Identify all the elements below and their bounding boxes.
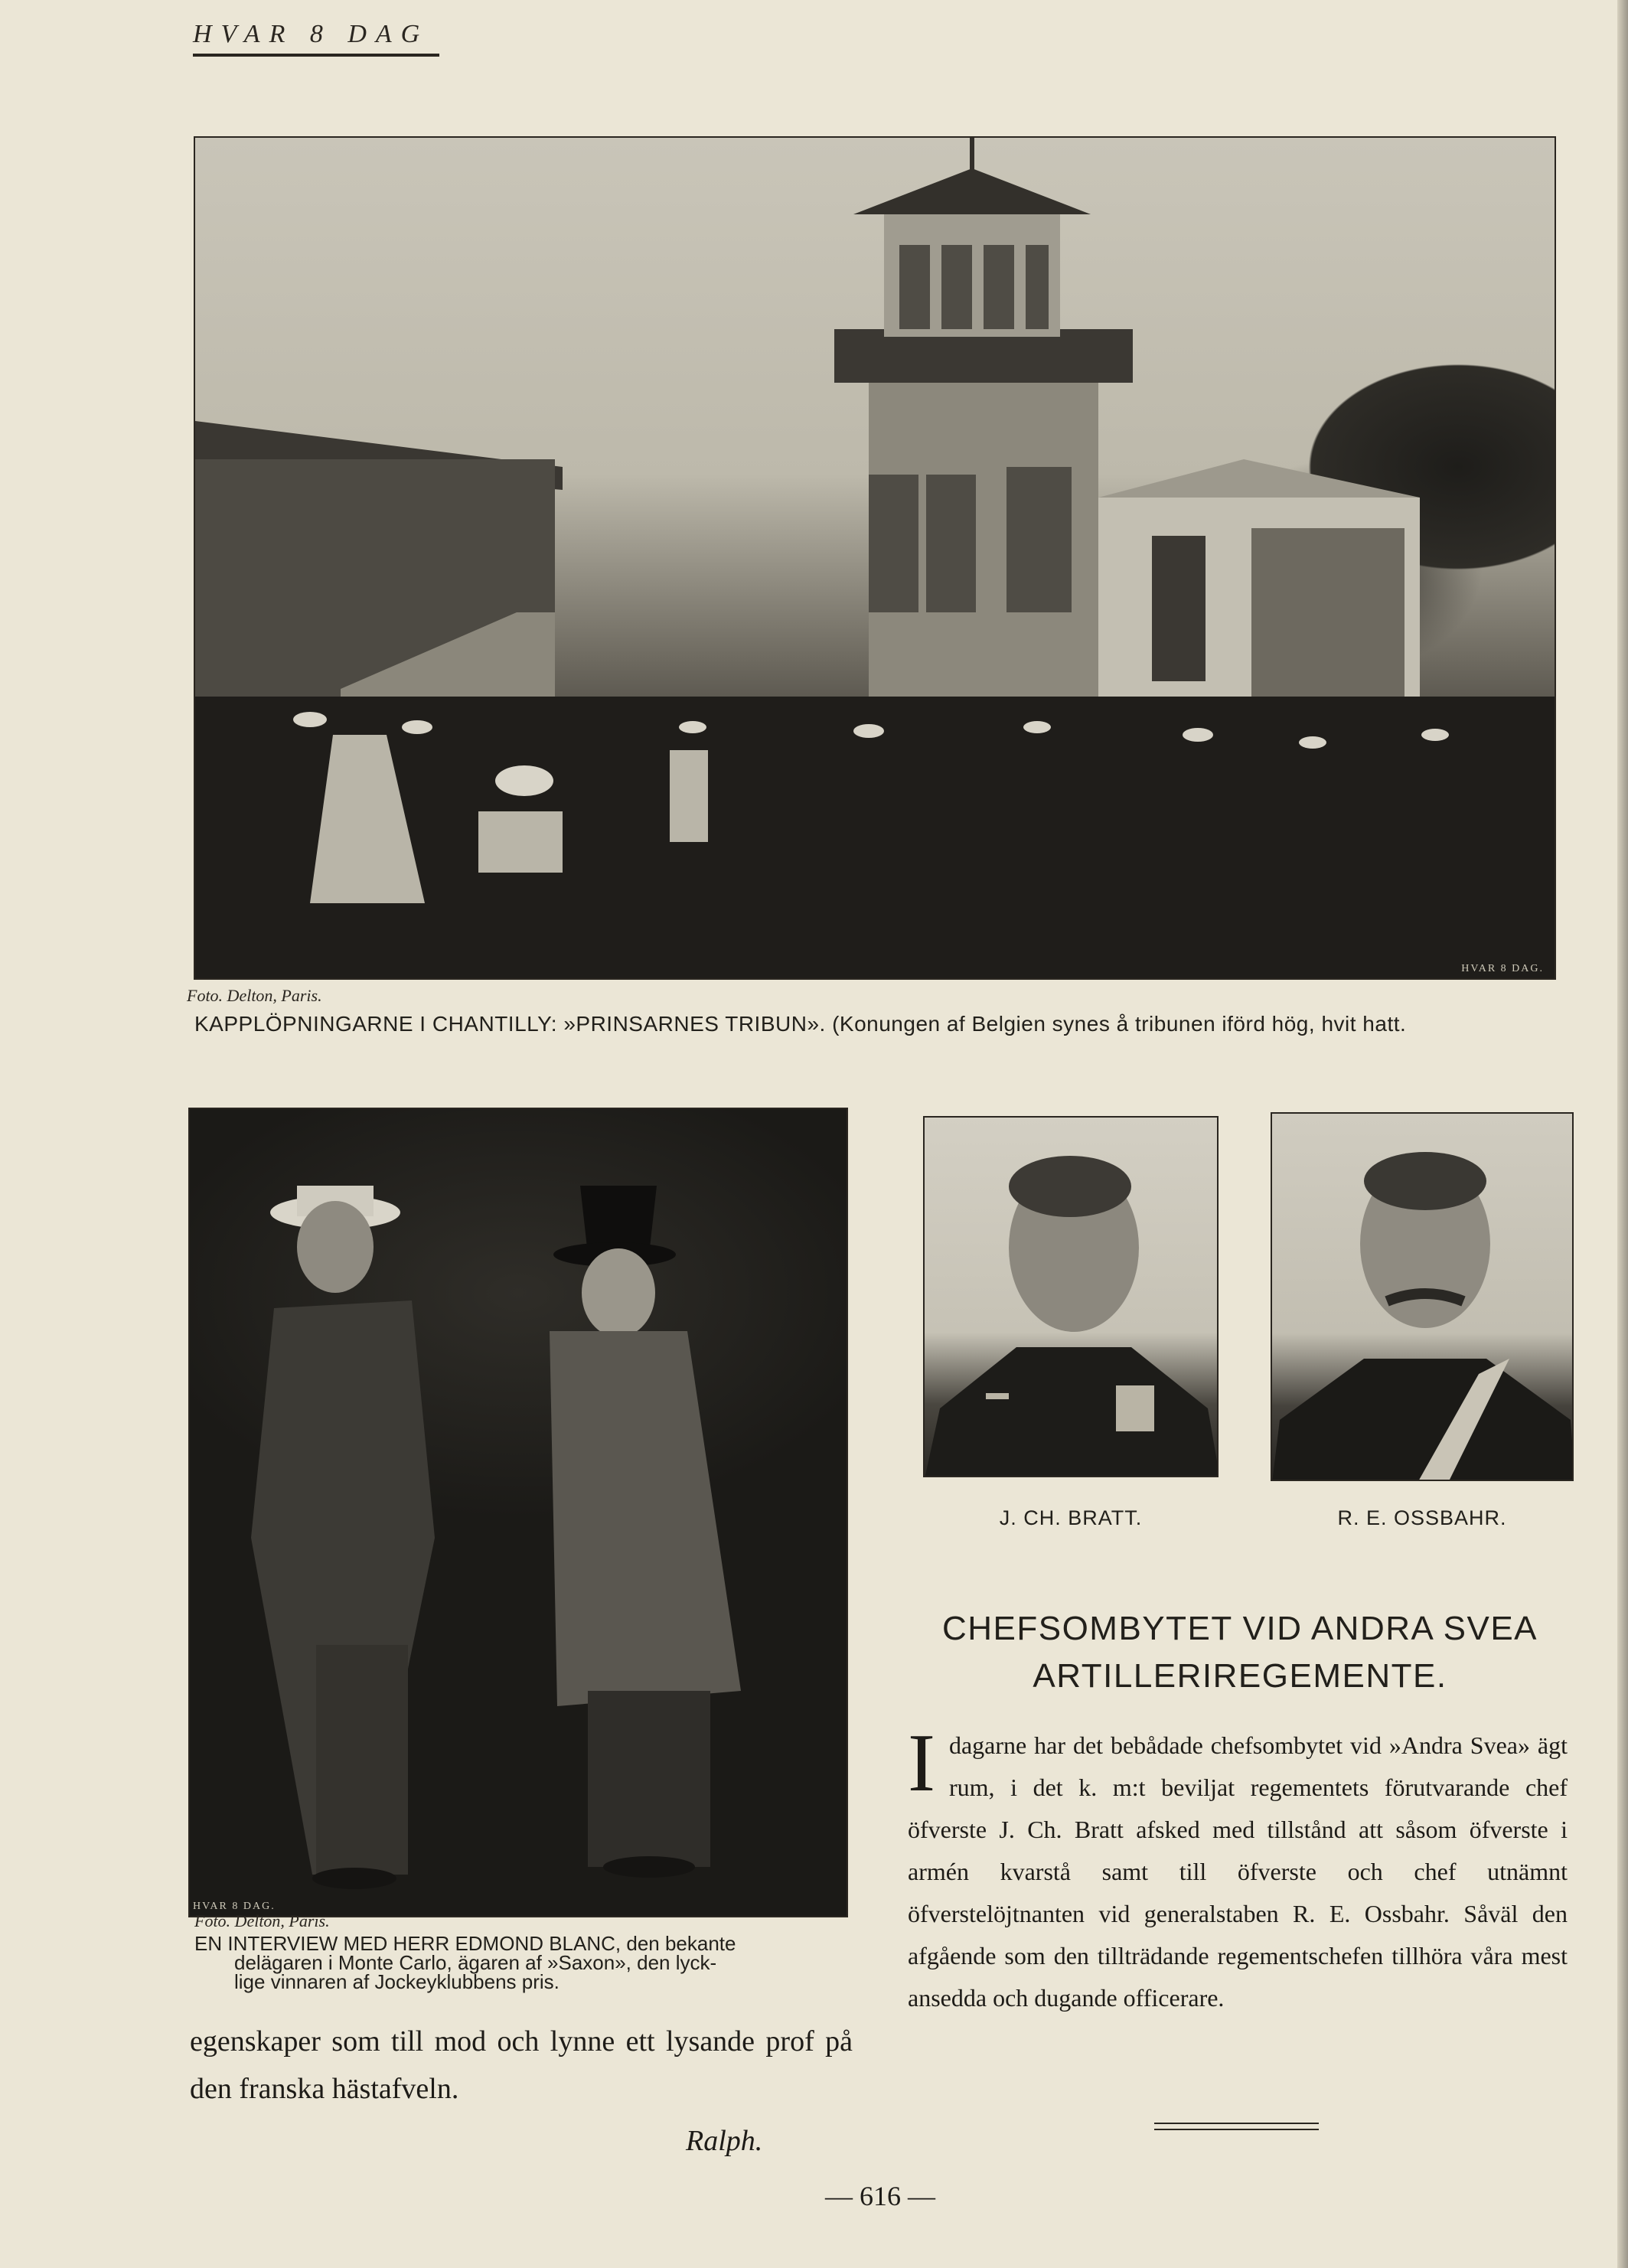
photo-edmond-blanc-interview — [188, 1108, 848, 1917]
page-edge-shadow — [1617, 0, 1628, 2268]
drop-cap: I — [908, 1718, 935, 1809]
chantilly-scene-illustration — [195, 138, 1556, 980]
header-rule — [193, 54, 439, 57]
photo-chantilly-racecourse — [194, 136, 1556, 980]
caption-interview-line1: EN INTERVIEW MED HERR EDMOND BLANC, den bekante — [194, 1932, 736, 1955]
end-rule — [1154, 2129, 1319, 2130]
continuation-text: egenskaper som till mod och lynne ett lysande prof på den franska hästafveln. — [190, 2025, 853, 2105]
portrait-bratt-illustration — [925, 1118, 1219, 1477]
photo-watermark: HVAR 8 DAG. — [1461, 963, 1544, 974]
page-number: — 616 — — [825, 2181, 935, 2211]
caption-chantilly: KAPPLÖPNINGARNE I CHANTILLY: »PRINSARNES TRIBUN». (Konungen af Belgien synes å tribunen iförd hög, hvit hatt. — [194, 1012, 1407, 1036]
photo-credit-interview: Foto. Delton, Paris. — [194, 1911, 330, 1930]
caption-interview-line2: delägaren i Monte Carlo, ägaren af »Saxon», den lyck- — [234, 1951, 717, 1974]
interview-scene-illustration — [190, 1109, 848, 1917]
portrait-name-bratt: J. CH. BRATT. — [999, 1506, 1143, 1529]
article-title-line1: CHEFSOMBYTET VID ANDRA SVEA — [941, 1610, 1538, 1647]
photo-credit-chantilly: Foto. Delton, Paris. — [187, 986, 322, 1005]
article-body — [908, 1718, 1568, 2019]
article-text: dagarne har det bebådade chefsombytet vid »Andra Svea» ägt rum, i det k. m:t beviljat regementets förutvarande chef öfverste J. Ch. Bratt afsked med tillstånd att såsom öfverste i armén kvarstå samt till öfverste och chef utnämnt öfverstelöjtnanten vid generalstaben R. E. Ossbahr. Såväl den afgående som den tillträdande regementschefen tillhöra våra mest ansedda och dugande officerare. — [908, 1731, 1568, 2012]
caption-interview — [194, 1934, 854, 1992]
end-rule — [1154, 2123, 1319, 2124]
photo-watermark: HVAR 8 DAG. — [193, 1901, 276, 1912]
caption-interview-line3: lige vinnaren af Jockeyklubbens pris. — [234, 1970, 560, 1993]
portrait-ossbahr-illustration — [1272, 1114, 1574, 1481]
article-title-line2: ARTILLERIREGEMENTE. — [1033, 1657, 1447, 1695]
portrait-ossbahr — [1271, 1112, 1574, 1481]
author-signature: Ralph. — [686, 2125, 763, 2157]
portrait-name-ossbahr: R. E. OSSBAHR. — [1337, 1506, 1507, 1529]
article-title — [903, 1605, 1577, 1700]
running-title: HVAR 8 DAG — [193, 20, 429, 48]
portrait-bratt — [923, 1116, 1219, 1477]
